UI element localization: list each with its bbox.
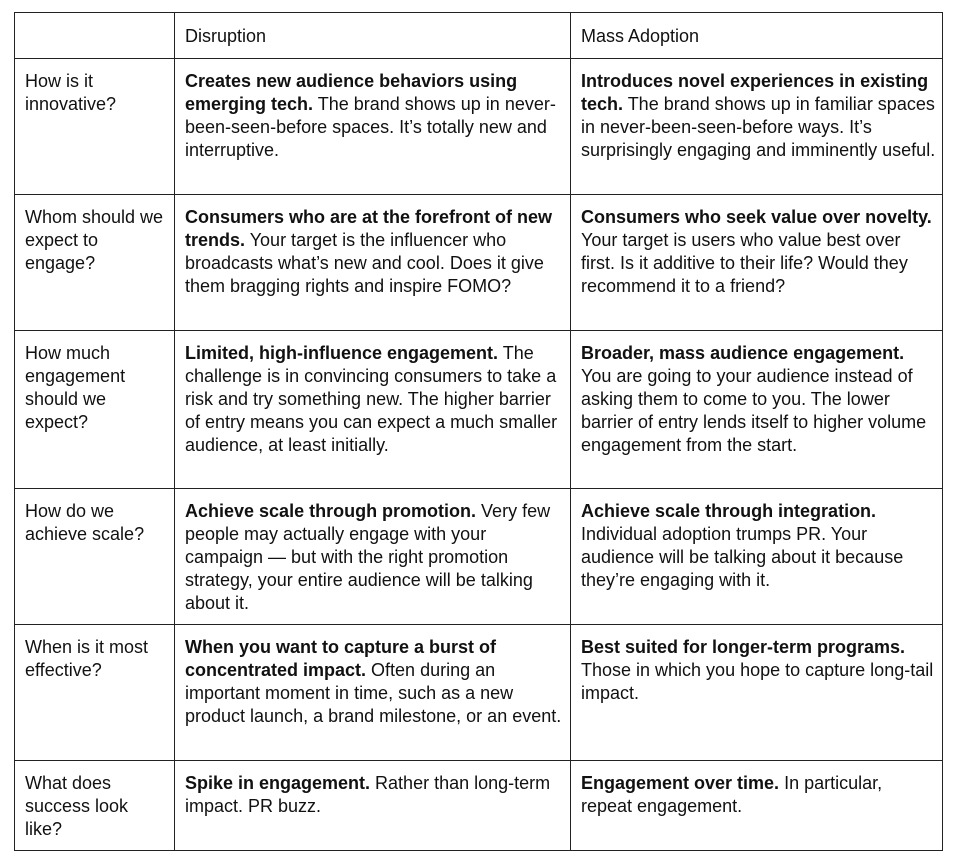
disruption-cell (175, 331, 571, 489)
table-row (15, 489, 943, 625)
cell-lead: Spike in engagement. (185, 773, 371, 793)
cell-body: Your target is the influencer who broadcasts what’s new and cool. Does it give them bragging rights and inspire FOMO? (185, 230, 544, 296)
cell-body: You are going to your audience instead of asking them to come to you. The lower barrier of entry lends itself to higher volume engagement from the start. (581, 366, 927, 455)
cell-lead: When you want to capture a burst of concentrated impact. (185, 637, 497, 680)
header-row (15, 13, 943, 59)
column-header-mass-adoption: Mass Adoption (571, 13, 943, 59)
row-question: How is it innovative? (15, 59, 175, 195)
cell-lead: Achieve scale through promotion. (185, 501, 477, 521)
cell-lead: Limited, high-influence engagement. (185, 343, 499, 363)
table-row (15, 761, 943, 851)
cell-body: Very few people may actually engage with your campaign — but with the right promotion strategy, your entire audience will be talking about it. (185, 501, 551, 613)
mass-adoption-cell (571, 331, 943, 489)
cell-body: The brand shows up in never-been-seen-before spaces. It’s totally new and interruptive. (185, 94, 556, 160)
column-header-disruption: Disruption (175, 13, 571, 59)
cell-lead: Best suited for longer-term programs. (581, 637, 906, 657)
cell-body: Individual adoption trumps PR. Your audience will be talking about it because they’re engaging with it. (581, 524, 904, 590)
cell-body: Rather than long-term impact. PR buzz. (185, 773, 551, 816)
disruption-cell (175, 761, 571, 851)
cell-lead: Achieve scale through integration. (581, 501, 877, 521)
table-row (15, 195, 943, 331)
cell-body: In particular, repeat engagement. (581, 773, 883, 816)
mass-adoption-cell (571, 195, 943, 331)
cell-lead: Engagement over time. (581, 773, 780, 793)
cell-body: Those in which you hope to capture long-tail impact. (581, 660, 934, 703)
row-question: Whom should we expect to engage? (15, 195, 175, 331)
cell-lead: Consumers who seek value over novelty. (581, 207, 932, 227)
row-question: How much engagement should we expect? (15, 331, 175, 489)
row-question: When is it most effective? (15, 625, 175, 761)
row-question: What does success look like? (15, 761, 175, 851)
mass-adoption-cell (571, 59, 943, 195)
disruption-cell (175, 59, 571, 195)
cell-body: Your target is users who value best over first. Is it additive to their life? Would they recommend it to a friend? (581, 230, 908, 296)
comparison-table (14, 12, 943, 851)
cell-body: The brand shows up in familiar spaces in never-been-seen-before ways. It’s surprisingly engaging and imminently useful. (581, 94, 936, 160)
table-row (15, 625, 943, 761)
disruption-cell (175, 489, 571, 625)
disruption-cell (175, 625, 571, 761)
table-row (15, 59, 943, 195)
cell-lead: Creates new audience behaviors using emerging tech. (185, 71, 518, 114)
cell-lead: Consumers who are at the forefront of new trends. (185, 207, 553, 250)
row-question: How do we achieve scale? (15, 489, 175, 625)
cell-lead: Introduces novel experiences in existing tech. (581, 71, 929, 114)
cell-lead: Broader, mass audience engagement. (581, 343, 905, 363)
mass-adoption-cell (571, 761, 943, 851)
mass-adoption-cell (571, 625, 943, 761)
corner-cell (15, 13, 175, 59)
table-row (15, 331, 943, 489)
cell-body: Often during an important moment in time, such as a new product launch, a brand milestone, or an event. (185, 660, 562, 726)
disruption-cell (175, 195, 571, 331)
mass-adoption-cell (571, 489, 943, 625)
cell-body: The challenge is in convincing consumers to take a risk and try something new. The higher barrier of entry means you can expect a much smaller audience, at least initially. (185, 343, 558, 455)
